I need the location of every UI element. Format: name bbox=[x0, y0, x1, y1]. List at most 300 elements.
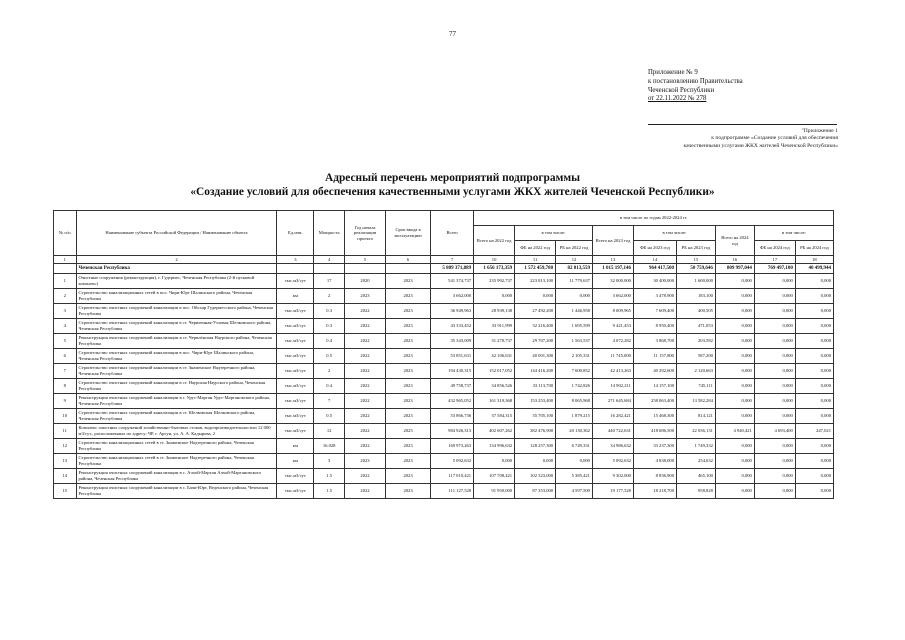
cell-total: 49 758,737 bbox=[431, 379, 474, 394]
cell-name: Строительство очистных сооружений канализации в пос. Ойсхар Гудермесского района, Чеченская Республика bbox=[76, 304, 277, 319]
cell-fb2022: 102 323,000 bbox=[515, 469, 556, 484]
cell-rb2024: 0,000 bbox=[795, 469, 833, 484]
cell-unit: тыс.м3/сут bbox=[277, 274, 314, 289]
column-numbers-row bbox=[54, 256, 834, 264]
total-cell: 809 997,044 bbox=[715, 264, 754, 274]
cell-fb2022: 128 257,300 bbox=[515, 439, 556, 454]
cell-y2023: 32 000,000 bbox=[592, 274, 633, 289]
cell-total: 169 973,263 bbox=[431, 439, 474, 454]
cell-y2022: 0,000 bbox=[474, 454, 515, 469]
cell-unit: тыс.м3/сут bbox=[277, 484, 314, 499]
cell-fb2024: 0,000 bbox=[754, 334, 795, 349]
cell-unit: тыс.м3/сут bbox=[277, 349, 314, 364]
cell-rb2024: 0,000 bbox=[795, 289, 833, 304]
header-incl: в том числе: bbox=[633, 226, 715, 241]
cell-y2022: 34 856,526 bbox=[474, 379, 515, 394]
total-name-cell: Чеченская Республика bbox=[76, 264, 277, 274]
cell-n: 11 bbox=[54, 424, 77, 439]
cell-fb2024: 4 693,400 bbox=[754, 424, 795, 439]
table-row bbox=[54, 424, 834, 439]
cell-name: Комплекс очистных сооружений хозяйственно-бытовых стоков, водопроизводительностью 12 000 м3/сут., расположенных по адресу: ЧР, г. Аргун, ул. А. А. Кадырова, 2 bbox=[76, 424, 277, 439]
cell-y2023: 16 282,421 bbox=[592, 409, 633, 424]
cell-name: Строительство канализационных сетей в ст. Знаменское Надтеречного района, Чеченская Республика bbox=[76, 439, 277, 454]
cell-y2: 2023 bbox=[386, 289, 431, 304]
cell-n: 9 bbox=[54, 394, 77, 409]
column-number-cell: 10 bbox=[474, 256, 515, 264]
cell-fb2022: 0,000 bbox=[515, 289, 556, 304]
cell-rb2023: 400,505 bbox=[676, 304, 715, 319]
cell-y2023: 9 421,453 bbox=[592, 319, 633, 334]
cell-n: 3 bbox=[54, 304, 77, 319]
cell-y1: 2022 bbox=[345, 439, 386, 454]
cell-n: 13 bbox=[54, 454, 77, 469]
appendix-line: к постановлению Правительства bbox=[648, 77, 743, 85]
cell-rb2024: 0,000 bbox=[795, 274, 833, 289]
cell-unit: тыс.м3/сут bbox=[277, 364, 314, 379]
cell-fb2023: 11 157,800 bbox=[633, 349, 676, 364]
cell-unit: тыс.м3/сут bbox=[277, 409, 314, 424]
cell-unit: тыс.м3/сут bbox=[277, 319, 314, 334]
table-row bbox=[54, 469, 834, 484]
cell-rb2022: 1 879,215 bbox=[556, 409, 593, 424]
cell-total: 36 949,963 bbox=[431, 304, 474, 319]
total-cell: 1 656 173,359 bbox=[474, 264, 515, 274]
cell-rb2023: 465,100 bbox=[676, 469, 715, 484]
cell-total: 111 127,528 bbox=[431, 484, 474, 499]
cell-total: 432 965,052 bbox=[431, 394, 474, 409]
cell-fb2022: 35 705,100 bbox=[515, 409, 556, 424]
cell-fb2023: 8 950,400 bbox=[633, 319, 676, 334]
cell-rb2022: 11 779,637 bbox=[556, 274, 593, 289]
cell-y1: 2022 bbox=[345, 334, 386, 349]
header-capacity: Мощность bbox=[314, 211, 345, 256]
cell-name: Строительство канализационных сетей в пос. Чири-Юрт Шалинского района, Чеченская Республика bbox=[76, 289, 277, 304]
cell-n: 12 bbox=[54, 439, 77, 454]
table-row bbox=[54, 439, 834, 454]
column-number-cell: 13 bbox=[592, 256, 633, 264]
cell-rb2024: 0,000 bbox=[795, 334, 833, 349]
cell-fb2023: 3 868,700 bbox=[633, 334, 676, 349]
cell-cap: 2 bbox=[314, 364, 345, 379]
cell-y2023: 271 645,684 bbox=[592, 394, 633, 409]
cell-fb2024: 0,000 bbox=[754, 349, 795, 364]
cell-name: Строительство канализационных сетей в ст. Знаменское Надтеречного района, Чеченская Республика bbox=[76, 454, 277, 469]
cell-rb2022: 0,000 bbox=[556, 454, 593, 469]
title-line-2: «Создание условий для обеспечения качественными услугами ЖКХ жителей Чеченской Республики» bbox=[190, 186, 715, 198]
cell-y2: 2023 bbox=[386, 364, 431, 379]
column-number-cell: 6 bbox=[386, 256, 431, 264]
cell-unit: тыс.м3/сут bbox=[277, 334, 314, 349]
cell-y2023: 42 413,263 bbox=[592, 364, 633, 379]
cell-fb2022: 27 492,200 bbox=[515, 304, 556, 319]
cell-total: 53 866,736 bbox=[431, 409, 474, 424]
cell-fb2023: 3 478,900 bbox=[633, 289, 676, 304]
subnote-line: "Приложение 1 bbox=[801, 128, 838, 134]
cell-rb2023: 13 582,284 bbox=[676, 394, 715, 409]
cell-fb2022: 40 001,300 bbox=[515, 349, 556, 364]
cell-fb2022: 0,000 bbox=[515, 454, 556, 469]
cell-rb2022: 0,000 bbox=[556, 289, 593, 304]
cell-rb2024: 0,000 bbox=[795, 409, 833, 424]
cell-n: 14 bbox=[54, 469, 77, 484]
cell-y2023: 19 177,528 bbox=[592, 484, 633, 499]
cell-y2023: 440 722,631 bbox=[592, 424, 633, 439]
table-row bbox=[54, 349, 834, 364]
cell-name: Реконструкция очистных сооружений канализации в г. Урус-Мартан Урус-Мартановского района, Чеченская Республика bbox=[76, 394, 277, 409]
cell-y2022: 91 950,000 bbox=[474, 484, 515, 499]
cell-y2022: 42 106,631 bbox=[474, 349, 515, 364]
cell-y2022: 134 996,632 bbox=[474, 439, 515, 454]
cell-rb2023: 958,828 bbox=[676, 484, 715, 499]
cell-fb2023: 8 836,900 bbox=[633, 469, 676, 484]
cell-fb2022: 29 707,200 bbox=[515, 334, 556, 349]
cell-unit: тыс.м3/сут bbox=[277, 379, 314, 394]
cell-y1: 2022 bbox=[345, 304, 386, 319]
cell-y2024: 0,000 bbox=[715, 454, 754, 469]
cell-unit: км bbox=[277, 289, 314, 304]
cell-cap: 0.3 bbox=[314, 319, 345, 334]
cell-y1: 2022 bbox=[345, 364, 386, 379]
cell-total: 53 851,631 bbox=[431, 349, 474, 364]
cell-cap: 0.3 bbox=[314, 304, 345, 319]
title-line-1: Адресный перечень мероприятий подпрограммы bbox=[324, 172, 580, 184]
total-num-cell bbox=[54, 264, 77, 274]
cell-y1: 2022 bbox=[345, 349, 386, 364]
cell-fb2022: 382 476,900 bbox=[515, 424, 556, 439]
total-cell: 40 499,944 bbox=[795, 264, 833, 274]
cell-n: 2 bbox=[54, 289, 77, 304]
cell-y2023: 8 009,965 bbox=[592, 304, 633, 319]
cell-rb2022: 1 446,958 bbox=[556, 304, 593, 319]
cell-unit: тыс.м3/сут bbox=[277, 424, 314, 439]
column-number-cell: 18 bbox=[795, 256, 833, 264]
cell-y2: 2023 bbox=[386, 454, 431, 469]
cell-y2: 2023 bbox=[386, 409, 431, 424]
cell-cap: 0.5 bbox=[314, 349, 345, 364]
cell-y2022: 31 270,737 bbox=[474, 334, 515, 349]
cell-y2022: 161 319,368 bbox=[474, 394, 515, 409]
cell-y2024: 0,000 bbox=[715, 394, 754, 409]
cell-y2: 2023 bbox=[386, 334, 431, 349]
cell-cap: 2 bbox=[314, 289, 345, 304]
cell-y1: 2023 bbox=[345, 454, 386, 469]
header-num: № п/п bbox=[54, 211, 77, 256]
table-row bbox=[54, 319, 834, 334]
cell-rb2022: 8 065,968 bbox=[556, 394, 593, 409]
total-cell: 5 809 371,889 bbox=[431, 264, 474, 274]
cell-rb2023: 2 120,663 bbox=[676, 364, 715, 379]
header-fb-2024: ФБ на 2024 год bbox=[754, 241, 795, 256]
cell-y2023: 34 986,632 bbox=[592, 439, 633, 454]
cell-rb2023: 814,121 bbox=[676, 409, 715, 424]
cell-fb2023: 30 400,000 bbox=[633, 274, 676, 289]
cell-y2022: 235 992,737 bbox=[474, 274, 515, 289]
cell-fb2022: 144 416,200 bbox=[515, 364, 556, 379]
cell-rb2022: 6 749,331 bbox=[556, 439, 593, 454]
header-2022-total: Всего на 2022 год bbox=[474, 226, 515, 256]
cell-fb2024: 0,000 bbox=[754, 454, 795, 469]
cell-y2: 2025 bbox=[386, 424, 431, 439]
cell-rb2023: 745,111 bbox=[676, 379, 715, 394]
cell-rb2024: 247,021 bbox=[795, 424, 833, 439]
table-row bbox=[54, 364, 834, 379]
cell-fb2024: 0,000 bbox=[754, 274, 795, 289]
cell-cap: 7 bbox=[314, 394, 345, 409]
total-cell: 1 572 459,780 bbox=[515, 264, 556, 274]
header-year-start: Год начала реализации проекта bbox=[345, 211, 386, 256]
cell-rb2022: 7 600,852 bbox=[556, 364, 593, 379]
total-cell: 82 813,559 bbox=[556, 264, 593, 274]
cell-y2023: 11 745,000 bbox=[592, 349, 633, 364]
cell-y1: 2022 bbox=[345, 484, 386, 499]
cell-y2022: 107 708,421 bbox=[474, 469, 515, 484]
cell-fb2022: 223 813,100 bbox=[515, 274, 556, 289]
cell-rb2022: 1 742,826 bbox=[556, 379, 593, 394]
cell-unit: км bbox=[277, 454, 314, 469]
cell-name: Строительство очистных сооружений канализации в ст. Червленная-Узловая Шелковского района, Чеченская Республика bbox=[76, 319, 277, 334]
document-title bbox=[0, 171, 905, 199]
table-row bbox=[54, 274, 834, 289]
cell-y2: 2023 bbox=[386, 274, 431, 289]
column-number-cell: 17 bbox=[754, 256, 795, 264]
table-row bbox=[54, 289, 834, 304]
table-row bbox=[54, 379, 834, 394]
header-rb-2022: РБ на 2022 год bbox=[556, 241, 593, 256]
cell-y1: 2022 bbox=[345, 469, 386, 484]
cell-y2022: 402 607,262 bbox=[474, 424, 515, 439]
column-number-cell: 12 bbox=[556, 256, 593, 264]
cell-y1: 2022 bbox=[345, 409, 386, 424]
cell-rb2024: 0,000 bbox=[795, 454, 833, 469]
header-name: Наименование субъекта Российской Федерации / Наименование объекта bbox=[76, 211, 277, 256]
cell-fb2024: 0,000 bbox=[754, 304, 795, 319]
cell-y2023: 5 092,632 bbox=[592, 454, 633, 469]
cell-rb2024: 0,000 bbox=[795, 349, 833, 364]
total-cell: 50 759,646 bbox=[676, 264, 715, 274]
cell-cap: 3 bbox=[314, 454, 345, 469]
cell-rb2024: 0,000 bbox=[795, 394, 833, 409]
appendix-line: Приложение № 9 bbox=[648, 69, 698, 76]
cell-cap: 0.4 bbox=[314, 379, 345, 394]
cell-y2024: 0,000 bbox=[715, 409, 754, 424]
total-empty-cell bbox=[386, 264, 431, 274]
cell-name: Реконструкция очистных сооружений канализации в с. Бачи-Юрт, Веденского района, Чеченская Республика bbox=[76, 484, 277, 499]
cell-rb2023: 254,632 bbox=[676, 454, 715, 469]
cell-rb2022: 2 105,331 bbox=[556, 349, 593, 364]
column-number-cell: 2 bbox=[76, 256, 277, 264]
page-number: 77 bbox=[449, 30, 456, 38]
cell-cap: 1.5 bbox=[314, 484, 345, 499]
total-row bbox=[54, 264, 834, 274]
cell-y2: 2023 bbox=[386, 394, 431, 409]
header-year-op: Срок ввода в эксплуатацию bbox=[386, 211, 431, 256]
cell-y2024: 0,000 bbox=[715, 319, 754, 334]
cell-fb2024: 0,000 bbox=[754, 409, 795, 424]
cell-total: 984 926,313 bbox=[431, 424, 474, 439]
column-number-cell: 7 bbox=[431, 256, 474, 264]
cell-fb2023: 18 218,700 bbox=[633, 484, 676, 499]
cell-total: 3 662,000 bbox=[431, 289, 474, 304]
total-cell: 964 417,500 bbox=[633, 264, 676, 274]
column-number-cell: 11 bbox=[515, 256, 556, 264]
cell-rb2022: 5 385,421 bbox=[556, 469, 593, 484]
column-number-cell: 16 bbox=[715, 256, 754, 264]
cell-y1: 2020 bbox=[345, 274, 386, 289]
cell-unit: тыс.м3/сут bbox=[277, 469, 314, 484]
cell-y2: 2023 bbox=[386, 439, 431, 454]
table-row bbox=[54, 334, 834, 349]
cell-fb2024: 0,000 bbox=[754, 394, 795, 409]
address-list-table bbox=[53, 210, 834, 499]
cell-rb2023: 22 036,131 bbox=[676, 424, 715, 439]
cell-y2: 2023 bbox=[386, 319, 431, 334]
cell-rb2024: 0,000 bbox=[795, 439, 833, 454]
cell-total: 5 092,632 bbox=[431, 454, 474, 469]
column-number-cell: 1 bbox=[54, 256, 77, 264]
column-number-cell: 3 bbox=[277, 256, 314, 264]
header-rb-2023: РБ на 2023 год bbox=[676, 241, 715, 256]
total-empty-cell bbox=[345, 264, 386, 274]
cell-cap: 0.4 bbox=[314, 334, 345, 349]
cell-cap: 0.5 bbox=[314, 409, 345, 424]
appendix-line: Чеченской Республики bbox=[648, 86, 715, 94]
cell-fb2024: 0,000 bbox=[754, 379, 795, 394]
header-incl: в том числе: bbox=[754, 226, 833, 241]
cell-y2022: 152 017,052 bbox=[474, 364, 515, 379]
cell-fb2024: 0,000 bbox=[754, 289, 795, 304]
cell-y2023: 14 902,211 bbox=[592, 379, 633, 394]
cell-rb2022: 1 563,537 bbox=[556, 334, 593, 349]
cell-name: Реконструкция очистных сооружений канализации в ст. Червлёнская Наурского района, Чеченская Республика bbox=[76, 334, 277, 349]
total-cell: 1 015 197,146 bbox=[592, 264, 633, 274]
cell-rb2024: 0,000 bbox=[795, 304, 833, 319]
cell-rb2023: 183,100 bbox=[676, 289, 715, 304]
cell-y2: 2023 bbox=[386, 304, 431, 319]
header-rb-2024: РБ на 2024 год bbox=[795, 241, 833, 256]
cell-fb2024: 0,000 bbox=[754, 484, 795, 499]
table-row bbox=[54, 394, 834, 409]
cell-fb2022: 153 253,400 bbox=[515, 394, 556, 409]
cell-fb2024: 0,000 bbox=[754, 364, 795, 379]
table-row bbox=[54, 409, 834, 424]
cell-fb2023: 14 157,100 bbox=[633, 379, 676, 394]
cell-rb2022: 20 130,362 bbox=[556, 424, 593, 439]
cell-n: 4 bbox=[54, 319, 77, 334]
cell-y1: 2022 bbox=[345, 394, 386, 409]
cell-n: 1 bbox=[54, 274, 77, 289]
cell-name: Очистные сооружения (реконструкция), г. Гудермес, Чеченская Республика (2-й пусковой комплекс) bbox=[76, 274, 277, 289]
cell-fb2022: 87 353,000 bbox=[515, 484, 556, 499]
cell-rb2023: 587,200 bbox=[676, 349, 715, 364]
cell-unit: км bbox=[277, 439, 314, 454]
cell-n: 15 bbox=[54, 484, 77, 499]
cell-fb2023: 258 063,400 bbox=[633, 394, 676, 409]
cell-y1: 2022 bbox=[345, 379, 386, 394]
header-fb-2023: ФБ на 2023 год bbox=[633, 241, 676, 256]
cell-total: 117 010,421 bbox=[431, 469, 474, 484]
cell-y2024: 0,000 bbox=[715, 334, 754, 349]
cell-cap: 12 bbox=[314, 424, 345, 439]
cell-fb2023: 7 609,400 bbox=[633, 304, 676, 319]
cell-fb2023: 4 838,000 bbox=[633, 454, 676, 469]
total-empty-cell bbox=[277, 264, 314, 274]
cell-fb2023: 33 237,300 bbox=[633, 439, 676, 454]
cell-y1: 2023 bbox=[345, 289, 386, 304]
cell-fb2024: 0,000 bbox=[754, 469, 795, 484]
cell-y2024: 0,000 bbox=[715, 364, 754, 379]
column-number-cell: 15 bbox=[676, 256, 715, 264]
cell-total: 35 343,009 bbox=[431, 334, 474, 349]
header-2024-total: Всего на 2024 год bbox=[715, 226, 754, 256]
cell-y2: 2023 bbox=[386, 379, 431, 394]
cell-rb2024: 0,000 bbox=[795, 484, 833, 499]
cell-rb2022: 4 597,500 bbox=[556, 484, 593, 499]
cell-y1: 2022 bbox=[345, 424, 386, 439]
cell-name: Строительство очистных сооружений канализации в ст. Шелковская Шелковского района, Чеченская Республика bbox=[76, 409, 277, 424]
header-period: в том числе по годам 2022-2024 гг. bbox=[474, 211, 834, 226]
cell-fb2023: 40 292,600 bbox=[633, 364, 676, 379]
cell-y2: 2023 bbox=[386, 484, 431, 499]
divider bbox=[648, 124, 837, 125]
appendix-block bbox=[648, 69, 743, 104]
cell-fb2023: 418 686,500 bbox=[633, 424, 676, 439]
cell-n: 10 bbox=[54, 409, 77, 424]
subnote-line: к подпрограмме «Создание условий для обеспечения bbox=[711, 135, 838, 142]
cell-y2022: 37 584,315 bbox=[474, 409, 515, 424]
total-empty-cell bbox=[314, 264, 345, 274]
cell-y2023: 4 072,282 bbox=[592, 334, 633, 349]
cell-fb2023: 15 468,300 bbox=[633, 409, 676, 424]
header-incl: в том числе: bbox=[515, 226, 593, 241]
subprogram-note bbox=[648, 128, 838, 150]
cell-unit: тыс.м3/сут bbox=[277, 304, 314, 319]
header-fb-2022: ФБ на 2022 год bbox=[515, 241, 556, 256]
cell-rb2023: 1 749,332 bbox=[676, 439, 715, 454]
cell-fb2022: 32 216,400 bbox=[515, 319, 556, 334]
subnote-line: качественными услугами ЖКХ жителей Чеченской Республики» bbox=[683, 142, 838, 149]
header-2023-total: Всего на 2023 год bbox=[592, 226, 633, 256]
cell-rb2023: 471,053 bbox=[676, 319, 715, 334]
cell-y2024: 0,000 bbox=[715, 304, 754, 319]
total-cell: 769 497,100 bbox=[754, 264, 795, 274]
cell-y2024: 0,000 bbox=[715, 349, 754, 364]
column-number-cell: 4 bbox=[314, 256, 345, 264]
table-row bbox=[54, 454, 834, 469]
cell-rb2022: 1 695,599 bbox=[556, 319, 593, 334]
cell-y2: 2023 bbox=[386, 469, 431, 484]
cell-y2024: 0,000 bbox=[715, 484, 754, 499]
header-total: Всего bbox=[431, 211, 474, 256]
cell-rb2024: 0,000 bbox=[795, 319, 833, 334]
cell-total: 194 430,315 bbox=[431, 364, 474, 379]
cell-name: Строительство очистных сооружений канализации в ст. Наурская Наурского района, Чеченская Республика bbox=[76, 379, 277, 394]
cell-rb2024: 0,000 bbox=[795, 379, 833, 394]
table-row bbox=[54, 484, 834, 499]
cell-n: 5 bbox=[54, 334, 77, 349]
cell-y1: 2022 bbox=[345, 319, 386, 334]
cell-cap: 1.5 bbox=[314, 469, 345, 484]
cell-name: Строительство очистных сооружений канализации в пос. Чири-Юрт Шалинского района, Чеченская Республика bbox=[76, 349, 277, 364]
cell-cap: 17 bbox=[314, 274, 345, 289]
cell-n: 7 bbox=[54, 364, 77, 379]
header-unit: Ед.изм. bbox=[277, 211, 314, 256]
cell-y2024: 0,000 bbox=[715, 439, 754, 454]
cell-y2023: 9 302,000 bbox=[592, 469, 633, 484]
column-number-cell: 5 bbox=[345, 256, 386, 264]
cell-n: 8 bbox=[54, 379, 77, 394]
cell-y2024: 0,000 bbox=[715, 289, 754, 304]
cell-total: 541 374,737 bbox=[431, 274, 474, 289]
